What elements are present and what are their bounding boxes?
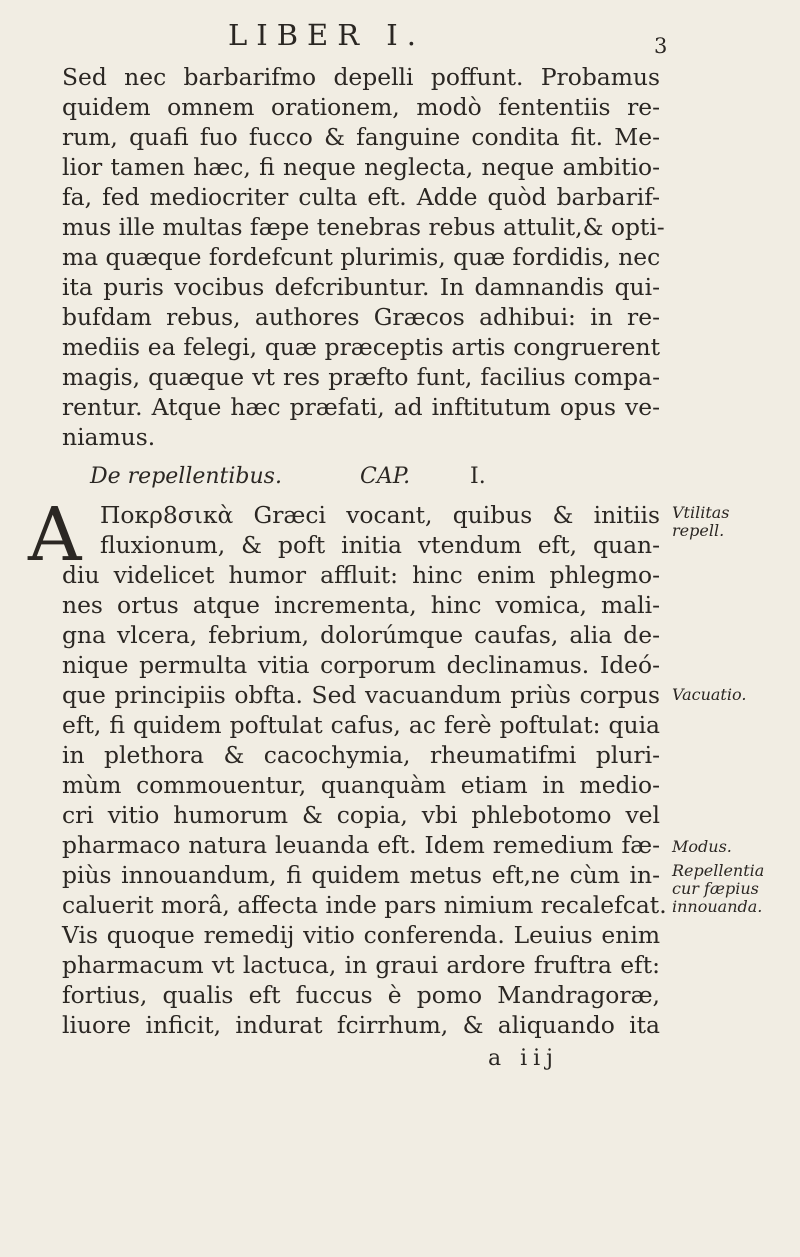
running-head: LIBER I. bbox=[228, 18, 425, 52]
text-line: piùs innouandum, fi quidem metus eft,ne cùm in- bbox=[62, 861, 660, 889]
text-line: quidem omnem orationem, modò fententiis re- bbox=[62, 93, 660, 121]
margin-note-vacuatio bbox=[672, 686, 796, 704]
text-line: rum, quafi fuo fucco & fanguine condita fit. Me- bbox=[62, 123, 660, 151]
text-line: Ποκρ8σικὰ Græci vocant, quibus & initiis bbox=[100, 501, 660, 529]
text-line: bufdam rebus, authores Græcos adhibui: in re- bbox=[62, 303, 660, 331]
text-line: mùm commouentur, quanquàm etiam in medio- bbox=[62, 771, 660, 799]
margin-note-line: Vtilitas bbox=[672, 503, 730, 522]
text-line: nes ortus atque incrementa, hinc vomica, mali- bbox=[62, 591, 660, 619]
margin-note-line: Repellentia bbox=[672, 861, 765, 880]
page-header bbox=[0, 14, 800, 58]
text-line: Vis quoque remedij vitio conferenda. Leuius enim bbox=[62, 921, 660, 949]
section-heading bbox=[90, 464, 650, 494]
text-line: Sed nec barbarifmo depelli poffunt. Probamus bbox=[62, 63, 660, 91]
text-line: in plethora & cacochymia, rheumatifmi pluri- bbox=[62, 741, 660, 769]
text-line: fluxionum, & poft initia vtendum eft, quan- bbox=[100, 531, 660, 559]
margin-note-line: Vacuatio. bbox=[672, 685, 747, 704]
text-line: gna vlcera, febrium, dolorúmque caufas, alia de- bbox=[62, 621, 660, 649]
text-line: rentur. Atque hæc præfati, ad inftitutum opus ve- bbox=[62, 393, 660, 421]
text-line: magis, quæque vt res præfto funt, facilius compa- bbox=[62, 363, 660, 391]
text-line: liuore inficit, indurat fcirrhum, & aliquando ita bbox=[62, 1011, 660, 1039]
margin-note-modus bbox=[672, 838, 796, 856]
margin-note-line: Modus. bbox=[672, 837, 732, 856]
text-line: ma quæque fordefcunt plurimis, quæ fordidis, nec bbox=[62, 243, 661, 271]
text-line: niamus. bbox=[62, 423, 156, 451]
text-line: lior tamen hæc, fi neque neglecta, neque ambitio- bbox=[62, 153, 660, 181]
text-line: nique permulta vitia corporum declinamus. Ideó- bbox=[62, 651, 660, 679]
margin-note-line: repell. bbox=[672, 521, 725, 540]
text-line: cri vitio humorum & copia, vbi phlebotomo vel bbox=[62, 801, 660, 829]
drop-cap: A bbox=[28, 492, 82, 578]
text-line: caluerit morâ, affecta inde pars nimium recalefcat. bbox=[62, 891, 667, 919]
text-line: que principiis obfta. Sed vacuandum priùs corpus bbox=[62, 681, 660, 709]
margin-note-utilitas bbox=[672, 504, 796, 540]
chapter-number: I. bbox=[470, 464, 486, 489]
text-line: mus ille multas fæpe tenebras rebus attulit,& opti- bbox=[62, 213, 665, 241]
chapter-label: CAP. bbox=[360, 464, 411, 489]
text-line: diu videlicet humor affluit: hinc enim phlegmo- bbox=[62, 561, 660, 589]
text-line: fa, fed mediocriter culta eft. Adde quòd barbarif- bbox=[62, 183, 660, 211]
text-line: mediis ea felegi, quæ præceptis artis congruerent bbox=[62, 333, 660, 361]
text-line: eft, fi quidem poftulat cafus, ac ferè poftulat: quia bbox=[62, 711, 660, 739]
margin-note-repellentia bbox=[672, 862, 796, 916]
page-number: 3 bbox=[654, 34, 668, 58]
text-line: fortius, qualis eft fuccus è pomo Mandragoræ, bbox=[62, 981, 660, 1009]
text-line: pharmacum vt lactuca, in graui ardore fruftra eft: bbox=[62, 951, 660, 979]
text-line: ita puris vocibus defcribuntur. In damnandis qui- bbox=[62, 273, 660, 301]
signature-mark: a iij bbox=[488, 1046, 560, 1071]
text-line: pharmaco natura leuanda eft. Idem remedium fæ- bbox=[62, 831, 660, 859]
section-title: De repellentibus. bbox=[90, 464, 282, 489]
margin-note-line: cur fæpius bbox=[672, 879, 759, 898]
margin-note-line: innouanda. bbox=[672, 897, 763, 916]
